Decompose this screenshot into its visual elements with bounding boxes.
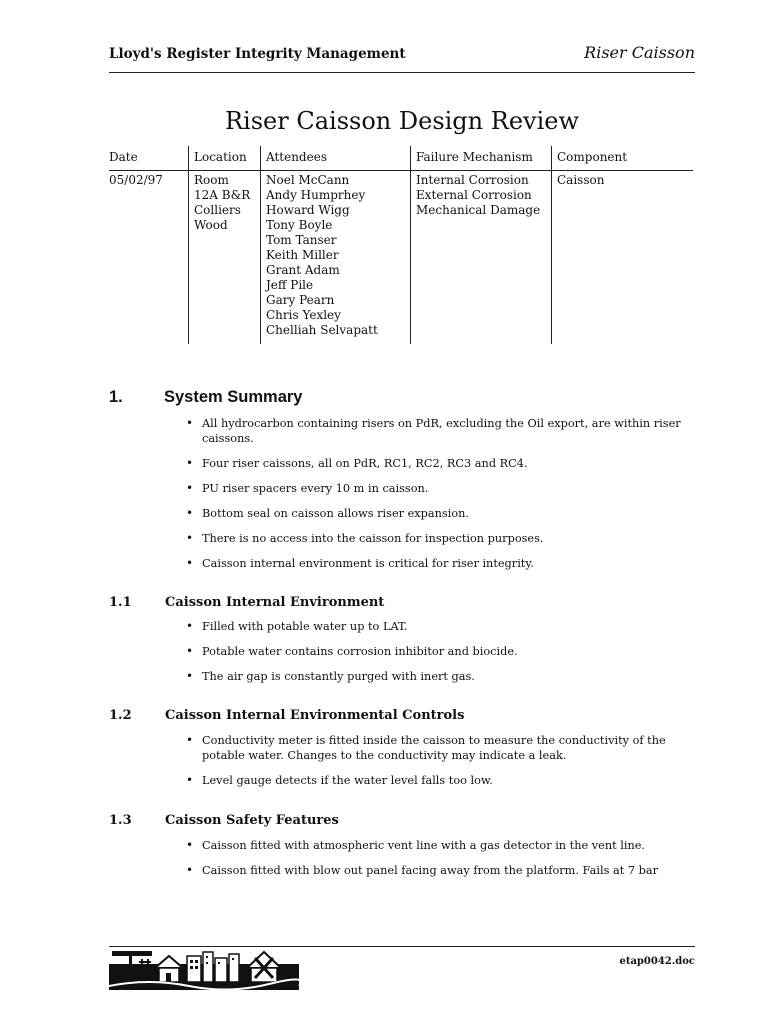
list-item: • Four riser caissons, all on PdR, RC1, RC2, RC3 and RC4. bbox=[186, 456, 686, 471]
attendee-name: Tony Boyle bbox=[266, 218, 333, 232]
list-item: • The air gap is constantly purged with inert gas. bbox=[186, 669, 686, 684]
cell-date: 05/02/97 bbox=[109, 173, 163, 187]
column-header-location: Location bbox=[189, 146, 261, 171]
list-item: • Level gauge detects if the water level falls too low. bbox=[186, 773, 686, 788]
attendee-name: Noel McCann bbox=[266, 173, 350, 187]
section-title: System Summary bbox=[164, 388, 303, 406]
column-header-failure-mechanism: Failure Mechanism bbox=[411, 146, 552, 171]
page-title: Riser Caisson Design Review bbox=[224, 107, 580, 135]
list-item: • Bottom seal on caisson allows riser expansion. bbox=[186, 506, 686, 521]
attendee-name: Grant Adam bbox=[266, 263, 340, 277]
meeting-details-table bbox=[109, 146, 693, 344]
footer-logo-banner bbox=[109, 948, 299, 990]
section-1-1-bullet-list bbox=[186, 619, 686, 694]
header-document-name: Riser Caisson bbox=[584, 43, 695, 62]
location-line: Wood bbox=[194, 218, 228, 232]
list-item: • Caisson internal environment is critical for riser integrity. bbox=[186, 556, 686, 571]
list-item: • All hydrocarbon containing risers on PdR, excluding the Oil export, are within riser caissons. bbox=[186, 416, 686, 446]
cell-location bbox=[189, 171, 261, 345]
column-header-date: Date bbox=[109, 146, 189, 171]
cell-attendees bbox=[261, 171, 411, 345]
header-organisation: Lloyd's Register Integrity Management bbox=[109, 46, 406, 62]
list-item: • Potable water contains corrosion inhibitor and biocide. bbox=[186, 644, 686, 659]
section-number: 1. bbox=[109, 388, 123, 406]
attendee-name: Andy Humprhey bbox=[266, 188, 366, 202]
footer-divider bbox=[109, 946, 695, 947]
section-1-2-bullet-list bbox=[186, 733, 686, 798]
list-item: • Conductivity meter is fitted inside the caisson to measure the conductivity of the potable water. Changes to the conductivity may indicate a leak. bbox=[186, 733, 686, 763]
table-header-row bbox=[109, 146, 693, 171]
section-number: 1.1 bbox=[109, 595, 132, 610]
footer-document-reference: etap0042.doc bbox=[619, 956, 695, 967]
section-1-2-heading bbox=[109, 708, 464, 723]
column-header-component: Component bbox=[552, 146, 694, 171]
cell-component: Caisson bbox=[552, 171, 694, 345]
attendee-name: Chelliah Selvapatt bbox=[266, 323, 378, 337]
section-1-1-heading bbox=[109, 595, 384, 610]
location-line: Room bbox=[194, 173, 229, 187]
attendee-name: Gary Pearn bbox=[266, 293, 335, 307]
list-item: • PU riser spacers every 10 m in caisson. bbox=[186, 481, 686, 496]
failure-mechanism: Internal Corrosion bbox=[416, 173, 529, 187]
section-1-heading bbox=[109, 388, 303, 407]
section-1-3-bullet-list bbox=[186, 838, 686, 888]
table-row bbox=[109, 171, 693, 345]
section-1-bullet-list bbox=[186, 416, 686, 581]
list-item: • Caisson fitted with atmospheric vent line with a gas detector in the vent line. bbox=[186, 838, 686, 853]
list-item: • Filled with potable water up to LAT. bbox=[186, 619, 686, 634]
section-number: 1.2 bbox=[109, 708, 132, 723]
cell-failure-mechanisms bbox=[411, 171, 552, 345]
section-1-3-heading bbox=[109, 813, 339, 828]
column-header-attendees: Attendees bbox=[261, 146, 411, 171]
section-title: Caisson Internal Environmental Controls bbox=[165, 708, 465, 723]
location-line: Colliers bbox=[194, 203, 241, 217]
attendee-name: Tom Tanser bbox=[266, 233, 337, 247]
location-line: 12A B&R bbox=[194, 188, 251, 202]
failure-mechanism: Mechanical Damage bbox=[416, 203, 541, 217]
section-title: Caisson Internal Environment bbox=[165, 595, 385, 610]
attendee-name: Howard Wigg bbox=[266, 203, 350, 217]
section-number: 1.3 bbox=[109, 813, 132, 828]
page-header bbox=[109, 44, 695, 73]
list-item: • There is no access into the caisson for inspection purposes. bbox=[186, 531, 686, 546]
attendee-name: Keith Miller bbox=[266, 248, 339, 262]
failure-mechanism: External Corrosion bbox=[416, 188, 532, 202]
section-title: Caisson Safety Features bbox=[165, 813, 339, 828]
attendee-name: Chris Yexley bbox=[266, 308, 341, 322]
list-item: • Caisson fitted with blow out panel facing away from the platform. Fails at 7 bar bbox=[186, 863, 686, 878]
attendee-name: Jeff Pile bbox=[266, 278, 314, 292]
